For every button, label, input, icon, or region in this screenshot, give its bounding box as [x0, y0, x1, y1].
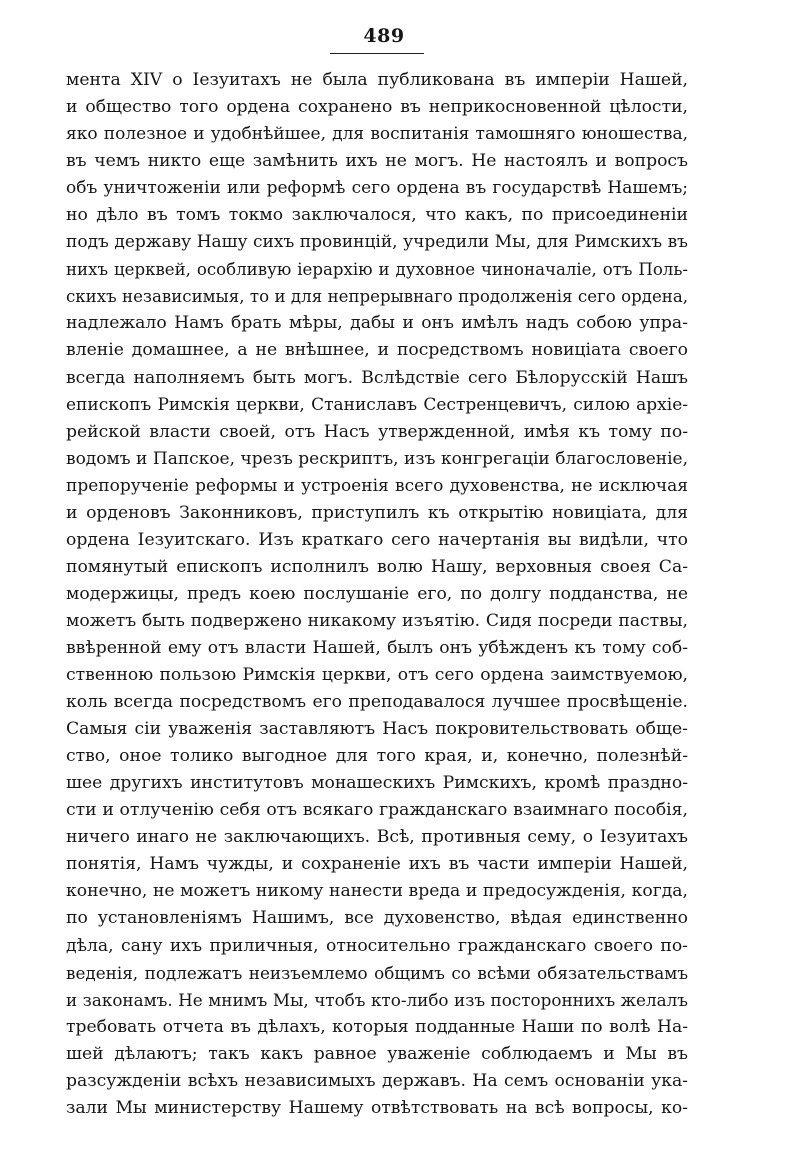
text-line: зали Мы министерству Нашему отвѣтствовать на всѣ вопросы, ко- — [66, 1097, 688, 1118]
text-line: помянутый епископъ исполнилъ волю Нашу, верховныя своея Са- — [66, 556, 688, 577]
text-line: нихъ церквей, особливую iерархiю и духовное чиноначалiе, отъ Поль- — [66, 260, 688, 280]
text-line: понятiя, Намъ чужды, и сохраненiе ихъ въ части имперiи Нашей, — [66, 854, 688, 875]
page-number: 489 — [363, 25, 405, 47]
text-line: разсужденiи всѣхъ независимыхъ державъ. На семъ основанiи ука- — [66, 1070, 688, 1091]
text-line: можетъ быть подвержено никакому изъятiю. Сидя посреди паствы, — [66, 610, 688, 631]
text-line: ственною пользою Римскiя церкви, отъ сего ордена заимствуемою, — [66, 665, 688, 686]
text-line: модержицы, предъ коею послушанiе его, по долгу подданства, не — [66, 583, 688, 604]
text-line: ввѣренной ему отъ власти Нашей, былъ онъ убѣжденъ къ тому соб- — [66, 637, 688, 658]
text-line: веденiя, подлежатъ неизъемлемо общимъ со всѣми обязательствамъ — [66, 962, 688, 983]
text-line: водомъ и Папское, чрезъ рескриптъ, изъ конгрегацiи благословенiе, — [66, 448, 688, 469]
text-line: подъ державу Нашу сихъ провинцiй, учредили Мы, для Римскихъ въ — [66, 232, 688, 253]
text-line: требовать отчета въ дѣлахъ, которыя подданные Наши по волѣ На- — [66, 1016, 688, 1037]
text-line: ство, оное толико выгодное для того края, и, конечно, полезнѣй- — [66, 746, 688, 767]
text-line: препорученiе реформы и устроенiя всего духовенства, не исключая — [66, 475, 688, 496]
text-line: сти и отлученiю себя отъ всякаго гражданскаго взаимнаго пособiя, — [66, 800, 688, 821]
text-line: епископъ Римскiя церкви, Станиславъ Сестренцевичъ, силою архiе- — [66, 394, 688, 415]
text-line: вленiе домашнее, а не внѣшнее, и посредствомъ новицiата своего — [66, 340, 688, 361]
text-line: по установленiямъ Нашимъ, все духовенство, вѣдая единственно — [66, 908, 688, 929]
text-line: и орденовъ Законниковъ, приступилъ къ открытiю новицiата, для — [66, 502, 688, 523]
text-line: объ уничтоженiи или реформѣ сего ордена въ государствѣ Нашемъ; — [66, 178, 688, 199]
text-line: шей дѣлаютъ; такъ какъ равное уваженiе соблюдаемъ и Мы въ — [66, 1043, 688, 1064]
text-line: въ чемъ никто еще замѣнить ихъ не могъ. Не настоялъ и вопросъ — [66, 151, 688, 172]
text-line: всегда наполняемъ быть могъ. Вслѣдствiе сего Бѣлорусскiй Нашъ — [66, 367, 688, 388]
text-line: но дѣло въ томъ токмо заключалося, что какъ, по присоединенiи — [66, 205, 688, 226]
text-line: шее другихъ институтовъ монашескихъ Римскихъ, кромѣ праздно- — [66, 773, 688, 794]
body-text — [66, 67, 688, 1122]
text-line: дѣла, сану ихъ приличныя, относительно гражданскаго своего по- — [66, 935, 688, 956]
text-line: и законамъ. Не мнимъ Мы, чтобъ кто-либо изъ постороннихъ желалъ — [66, 989, 688, 1010]
text-line: надлежало Намъ брать мѣры, дабы и онъ имѣлъ надъ собою упра- — [66, 313, 688, 334]
text-line: ничего инаго не заключающихъ. Всѣ, противныя сему, о Iезуитахъ — [66, 827, 688, 848]
text-line: мента XIV о Iезуитахъ не была публикована въ имперiи Нашей, — [66, 70, 688, 90]
text-line: Самыя сiи уваженiя заставляютъ Насъ покровительствовать обще- — [66, 719, 688, 740]
text-line: коль всегда посредствомъ его преподавалося лучшее просвѣщенiе. — [66, 692, 688, 713]
text-line: яко полезное и удобнѣйшее, для воспитанiя тамошняго юношества, — [66, 124, 688, 145]
text-line: и общество того ордена сохранено въ неприкосновенной цѣлости, — [66, 97, 688, 118]
header-rule — [330, 53, 424, 54]
text-line: ордена Iезуитскаго. Изъ краткаго сего начертанiя вы видѣли, что — [66, 529, 688, 550]
text-line: конечно, не можетъ никому нанести вреда и предосужденiя, когда, — [66, 881, 688, 902]
text-line: скихъ независимыя, то и для непрерывнаго продолженiя сего ордена, — [66, 287, 688, 307]
text-line: рейской власти своей, отъ Насъ утвержденной, имѣя къ тому по- — [66, 421, 688, 442]
